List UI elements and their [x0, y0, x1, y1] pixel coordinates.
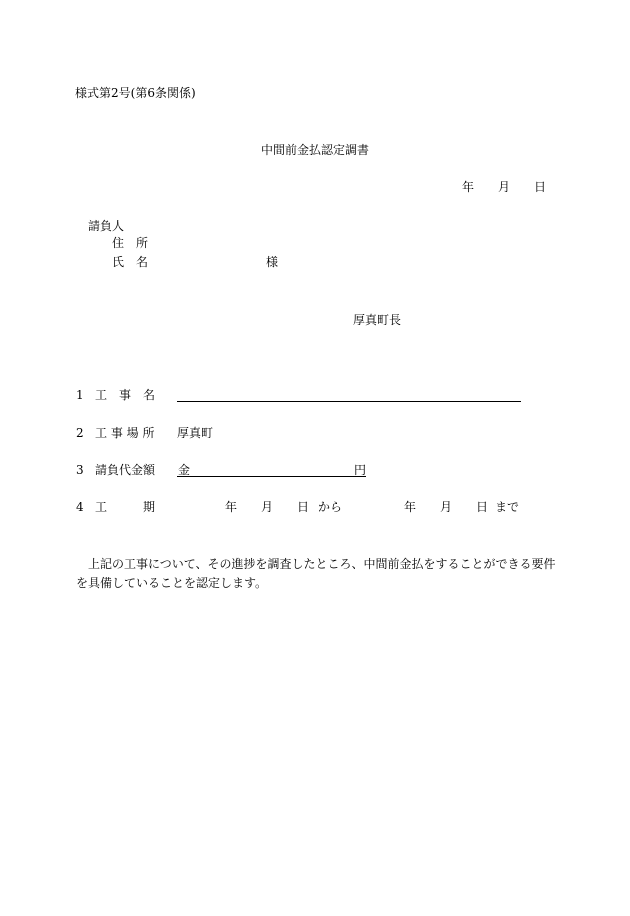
- item-number: 2: [76, 426, 84, 440]
- contractor-label: 請負人: [88, 219, 125, 233]
- item-label: 請負代金額: [95, 463, 156, 477]
- document-title: 中間前金払認定調書: [261, 143, 370, 157]
- address-label: 住 所: [112, 236, 149, 250]
- issuer-name: 厚真町長: [353, 313, 402, 327]
- period-from-year: 年: [225, 500, 238, 514]
- item-number: 3: [76, 463, 84, 477]
- certification-line-1: 上記の工事について、その進捗を調査したところ、中間前金払をすることができる要件: [76, 557, 556, 571]
- period-from-suffix: から: [318, 500, 343, 514]
- period-to-suffix: まで: [495, 500, 520, 514]
- item-label: 工 事 名: [95, 388, 156, 402]
- period-to-day: 日: [476, 500, 489, 514]
- period-from-day: 日: [297, 500, 310, 514]
- construction-name-field: [177, 388, 521, 402]
- honorific: 様: [266, 255, 279, 269]
- certification-line-2: を具備していることを認定します。: [76, 576, 268, 590]
- period-from-month: 月: [261, 500, 274, 514]
- period-to-month: 月: [440, 500, 453, 514]
- date-month-label: 月: [498, 180, 511, 194]
- name-label: 氏 名: [112, 255, 149, 269]
- construction-site-value: 厚真町: [177, 426, 214, 440]
- form-number: 様式第2号(第6条関係): [75, 86, 196, 100]
- item-number: 1: [76, 388, 84, 402]
- amount-prefix: 金: [178, 463, 191, 477]
- amount-suffix: 円: [354, 463, 367, 477]
- period-to-year: 年: [404, 500, 417, 514]
- item-label: 工 期: [95, 500, 156, 514]
- item-number: 4: [76, 500, 84, 514]
- item-label: 工 事 場 所: [95, 426, 155, 440]
- date-day-label: 日: [534, 180, 547, 194]
- contract-amount-field: [177, 463, 366, 477]
- date-year-label: 年: [462, 180, 475, 194]
